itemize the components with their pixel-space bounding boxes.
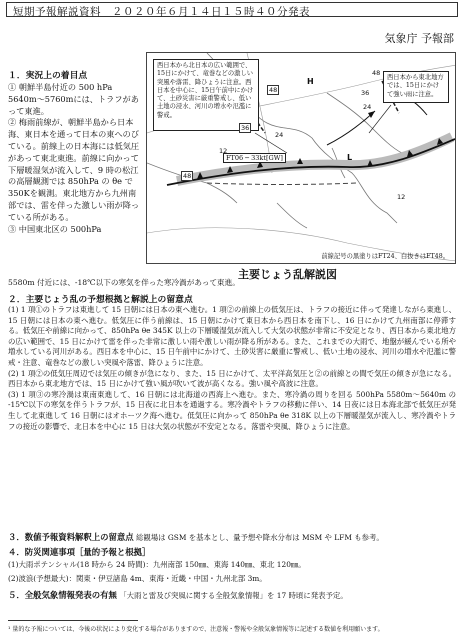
synoptic-map (146, 52, 456, 264)
front-speed-label: FT06 ─ 33kt[GW] (223, 153, 286, 163)
track-arrow (327, 111, 375, 145)
section-4-heading: ４．防災関連事項［量的予報と根拠］ (8, 547, 151, 557)
footnote: ¹ 量的な予報については、今後の状況により変化する場合がありますので、注意報・警報や全般気象情報等に記述する数値を利用願います。 (8, 626, 384, 633)
section-3-row (8, 532, 456, 544)
forecast-time-label: 48 (269, 86, 278, 94)
section-3-text: 総観場は GSM を基本とし、量予想や降水分布は MSM や LFM も参考。 (135, 533, 384, 542)
forecast-time-label: 24 (275, 131, 284, 139)
coastline (277, 203, 307, 228)
rain-band (177, 137, 452, 181)
section-2-paragraph-1: (1) 1 項①のトラフは東進して 15 日朝には日本の東へ進む。1 項②の前線上の低気圧は、トラフの接近に伴って発達しながら東進し、15 日朝には日本の東へ進む。低気圧に伴う前線は、15 日朝にかけて東日本から西日本を南下し、16 日にかけて九州南部に停滞する。低気圧や前線に向かって、850hPa θe 345K 以上の下層暖湿気が流入して大気の状態が非常に不安定となり、西日本から東北地方の広い範囲で、15 日にかけて雷を伴った非常に激しい雨や激しい雨が降る所がある。また、これまでの大雨で、地盤が緩んでいる所や増水している河川がある。西日本を中心に、15 日午前中にかけて、土砂災害に厳重に警戒し、低い土地の浸水、河川の増水や氾濫に警戒・注意、竜巻などの激しい突風や落雷、降ひょうに注意。 (8, 305, 456, 367)
section-1-item-3b: 5580m 付近には、-18℃以下の寒気を伴った寒冷渦があって東進。 (8, 278, 240, 287)
section-4-wave-height: (2)波浪(予想最大)：関東・伊豆諸島 4m、東海・近畿・中国・九州北部 3m。 (8, 574, 267, 583)
section-2-body (8, 305, 456, 432)
section-5-heading: ５．全般気象情報発表の有無 (8, 590, 117, 600)
warning-callout-west: 西日本から北日本の広い範囲で、15日にかけて、竜巻などの激しい突風や落雷、降ひょうに注意。西日本を中心に、15日午前中にかけて、土砂災害に厳重警戒し、低い土地の浸水、河川の増水や氾濫に警戒。 (153, 59, 259, 131)
forecast-time-label: 48 (183, 172, 192, 180)
map-caption: 主要じょう乱解説図 (238, 268, 337, 281)
forecast-time-label: 48 (372, 69, 381, 77)
title-box (6, 2, 458, 17)
section-2-paragraph-3: (3) 1 項③の寒冷渦は東南東進して、16 日朝には北海道の西海上へ進む。また、寒冷渦の周りを回る 500hPa 5580m〜5640m の -15℃以下の寒気を伴うトラフが、15 日夜に北日本を通過する。寒冷渦やトラフの移動に伴い、14 日夜には日本海北部で低気圧が発生して北東進して 16 日朝にはオホーツク海へ進む。低気圧に向かって 850hPa θe 318K 以上の下層暖湿気が流入し、寒冷渦やトラフの接近の影響で、北日本を中心に 15 日は大気の状態が不安定となる。落雷や突風、降ひょうに注意。 (8, 389, 456, 431)
section-2-paragraph-2: (2) 1 項②の低気圧周辺では気圧の傾きが急になり、また、15 日にかけて、太平洋高気圧と②の前線との間で気圧の傾きが急になる。西日本から東北地方では、15 日にかけて強い風が吹いて波が高くなる。強い風や高波に注意。 (8, 368, 456, 389)
forecast-time-label: 24 (363, 103, 372, 111)
section-1-item-1: ① 朝鮮半島付近の 500 hPa 5640m〜5760mには、トラフがあって東進。 (8, 82, 139, 116)
issuing-agency: 気象庁 予報部 (384, 32, 454, 45)
section-1-item-3a: ③ 中国東北区の 500hPa (8, 223, 102, 234)
forecast-time-label: 36 (241, 124, 250, 132)
section-1-heading: １．実況上の着目点 (8, 71, 88, 81)
callout-pointer (369, 105, 391, 133)
section-1-item-2: ② 梅雨前線が、朝鮮半島から日本海、東日本を通って日本の東へのびている。前線上の日本海には低気圧があって東北東進。前線に向かって下層暖湿気が流入して、9 時の松江の高層観測では 850hPa の θe で350Kを観測。東北地方から九州南部では、雷を伴った激しい雨が降っている所がある。 (8, 117, 140, 222)
section-2-heading: ２．主要じょう乱の予想根拠と解説上の留意点 (8, 295, 193, 305)
front-line-secondary (207, 183, 357, 185)
map-legend-note: 前線記号の黒塗りはFT24、白抜きはFT48。 (321, 253, 449, 260)
forecast-time-label: 36 (361, 89, 370, 97)
document-title: 短期予報解説資料 ２０２０年６月１４日１５時４０分発表 (13, 6, 310, 18)
section-3-heading: ３．数値予報資料解釈上の留意点 (8, 532, 134, 542)
forecast-time-label: 12 (397, 193, 406, 201)
footnote-divider (8, 620, 138, 621)
low-pressure-label: L (347, 153, 353, 162)
section-5-row (8, 590, 456, 602)
forecast-time-label: 12 (219, 147, 228, 155)
high-pressure-label: H (307, 77, 314, 86)
section-1-body (8, 82, 140, 235)
warning-callout-east: 西日本から東北地方では、15日にかけて強い雨に注意。 (383, 71, 449, 103)
section-4-rain-potential: (1)大雨ポテンシャル(18 時から 24 時間)：九州南部 150㎜、東海 140㎜、東北 120㎜。 (8, 560, 306, 569)
section-5-text: 「大雨と雷及び突風に関する全般気象情報」を 17 時頃に発表予定。 (119, 591, 348, 600)
